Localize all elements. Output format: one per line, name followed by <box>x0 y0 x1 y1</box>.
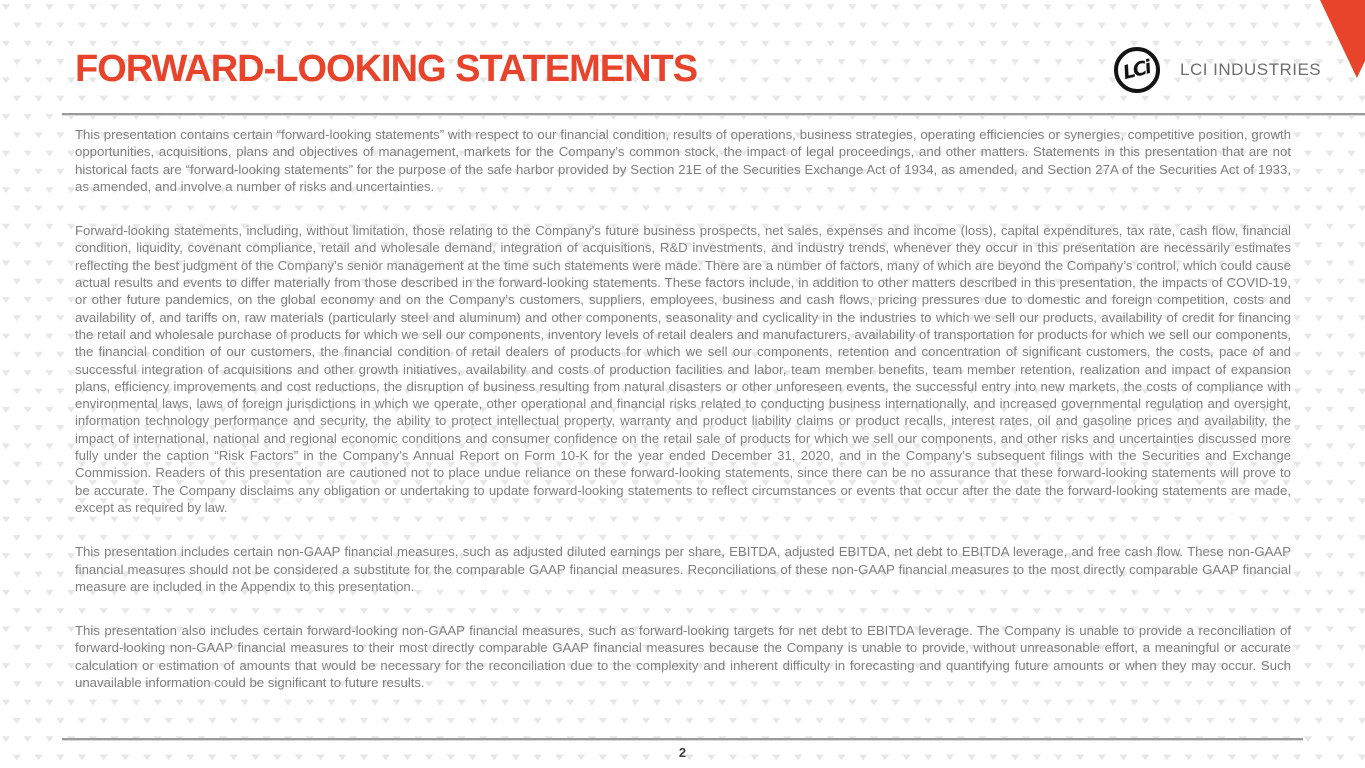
header-divider <box>62 113 1365 116</box>
page-title: FORWARD-LOOKING STATEMENTS <box>75 48 698 90</box>
disclaimer-body <box>75 126 1291 718</box>
page-number: 2 <box>678 745 687 760</box>
footer-divider <box>62 738 1303 741</box>
brand-name: LCI INDUSTRIES <box>1180 60 1322 79</box>
lci-logo-icon <box>1114 47 1160 93</box>
lci-logo-text: LCi <box>1120 56 1152 85</box>
paragraph-safe-harbor: This presentation contains certain “forward-looking statements” with respect to our financial condition, results of operations, business strategies, operating efficiencies or synergies, competitive position, growth opportunities, acquisitions, plans and objectives of management, markets for the Company’s common stock, the impact of legal proceedings, and other matters. Statements in this presentation that are not historical facts are “forward-looking statements” for the purpose of the safe harbor provided by Section 21E of the Securities Exchange Act of 1934, as amended, and Section 27A of the Securities Act of 1933, as amended, and involve a number of risks and uncertainties. <box>75 127 1291 194</box>
paragraph-forward-looking-non-gaap: This presentation also includes certain forward-looking non-GAAP financial measures, such as forward-looking targets for net debt to EBITDA leverage. The Company is unable to provide a reconciliation of forward-looking non-GAAP financial measures to their most directly comparable GAAP financial measures because the Company is unable to provide, without unreasonable effort, a meaningful or accurate calculation or estimation of amounts that would be necessary for the reconciliation due to the complexity and inherent difficulty in forecasting and quantifying future amounts or when they may occur. Such unavailable information could be significant to future results. <box>75 623 1291 691</box>
paragraph-non-gaap: This presentation includes certain non-GAAP financial measures, such as adjusted diluted earnings per share, EBITDA, adjusted EBITDA, net debt to EBITDA leverage, and free cash flow. These non-GAAP financial measures should not be considered a substitute for the comparable GAAP financial measures. Reconciliations of these non-GAAP financial measures to the most directly comparable GAAP financial measure are included in the Appendix to this presentation. <box>75 544 1291 594</box>
paragraph-risk-factors: Forward-looking statements, including, without limitation, those relating to the Company’s future business prospects, net sales, expenses and income (loss), capital expenditures, tax rate, cash flow, financial condition, liquidity, covenant compliance, retail and wholesale demand, integration of acquisitions, R&D investments, and industry trends, whenever they occur in this presentation are necessarily estimates reflecting the best judgment of the Company’s senior management at the time such statements were made. There are a number of factors, many of which are beyond the Company’s control, which could cause actual results and events to differ materially from those described in the forward-looking statements. These factors include, in addition to other matters described in this presentation, the impacts of COVID-19, or other future pandemics, on the global economy and on the Company’s customers, suppliers, employees, business and cash flows, pricing pressures due to domestic and foreign competition, costs and availability of, and tariffs on, raw materials (particularly steel and aluminum) and other components, seasonality and cyclicality in the industries to which we sell our products, availability of credit for financing the retail and wholesale purchase of products for which we sell our components, inventory levels of retail dealers and manufacturers, availability of transportation for products for which we sell our components, the financial condition of our customers, the financial condition of retail dealers of products for which we sell our components, retention and concentration of significant customers, the costs, pace of and successful integration of acquisitions and other growth initiatives, availability and costs of production facilities and labor, team member benefits, team member retention, realization and impact of expansion plans, efficiency improvements and cost reductions, the disruption of business resulting from natural disasters or other unforeseen events, the successful entry into new markets, the costs of compliance with environmental laws, laws of foreign jurisdictions in which we operate, other operational and financial risks related to conducting business internationally, and increased governmental regulation and oversight, information technology performance and security, the ability to protect intellectual property, warranty and product liability claims or product recalls, interest rates, oil and gasoline prices and availability, the impact of international, national and regional economic conditions and consumer confidence on the retail sale of products for which we sell our components, and other risks and uncertainties discussed more fully under the caption “Risk Factors” in the Company’s Annual Report on Form 10-K for the year ended December 31, 2020, and in the Company’s subsequent filings with the Securities and Exchange Commission. Readers of this presentation are cautioned not to place undue reliance on these forward-looking statements, since there can be no assurance that these forward-looking statements will prove to be accurate. The Company disclaims any obligation or undertaking to update forward-looking statements to reflect circumstances or events that occur after the date the forward-looking statements are made, except as required by law. <box>75 223 1291 515</box>
